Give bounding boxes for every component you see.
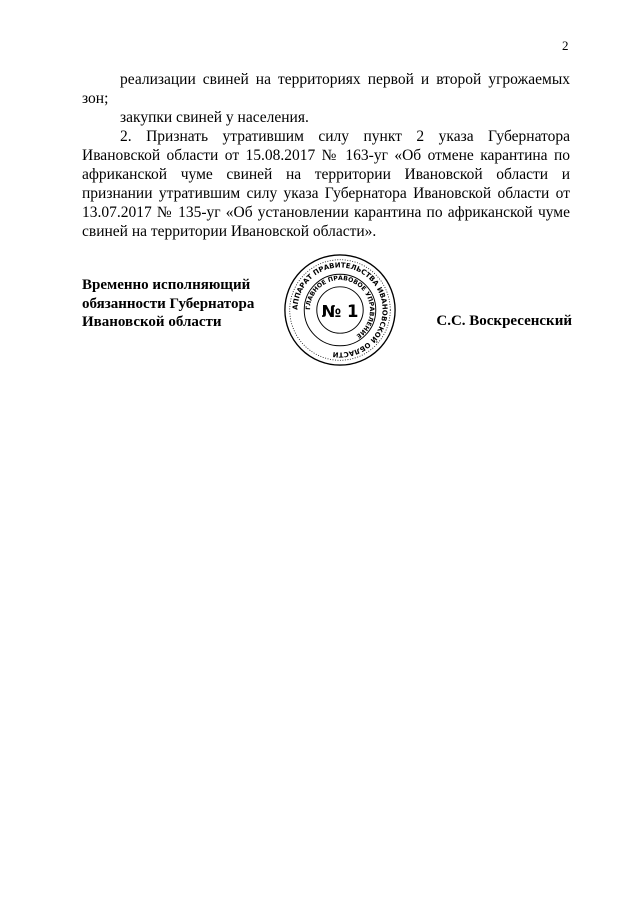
signatory-title-line: обязанности Губернатора [82, 295, 255, 312]
seal-ring-text: АППАРАТ ПРАВИТЕЛЬСТВА ИВАНОВСКОЙ ОБЛАСТИ [291, 261, 389, 359]
paragraph: реализации свиней на территориях первой и второй угрожаемых зон; [82, 71, 570, 107]
official-seal-stamp [282, 252, 398, 368]
signatory-title [82, 276, 254, 332]
signature-block [82, 261, 572, 386]
page-number: 2 [562, 38, 569, 53]
signatory-title-line: Временно исполняющий [82, 277, 251, 293]
document-body [82, 70, 570, 241]
paragraph: 2. Признать утратившим силу пункт 2 указа Губернатора Ивановской области от 15.08.2017 № 163-уг «Об отмене карантина по африканской чуме свиней на территории Ивановской области и признании утратившим силу указа Губернатора Ивановской области от 13.07.2017 № 135-уг «Об установлении карантина по африканской чуме свиней на территории Ивановской области». [82, 128, 570, 240]
paragraph: закупки свиней у населения. [120, 109, 309, 126]
signatory-title-line: Ивановской области [82, 314, 222, 330]
signatory-name: С.С. Воскресенский [436, 313, 572, 329]
seal-number: № 1 [321, 301, 359, 321]
seal-inner-ring-text: ГЛАВНОЕ ПРАВОВОЕ УПРАВЛЕНИЕ [304, 274, 376, 340]
